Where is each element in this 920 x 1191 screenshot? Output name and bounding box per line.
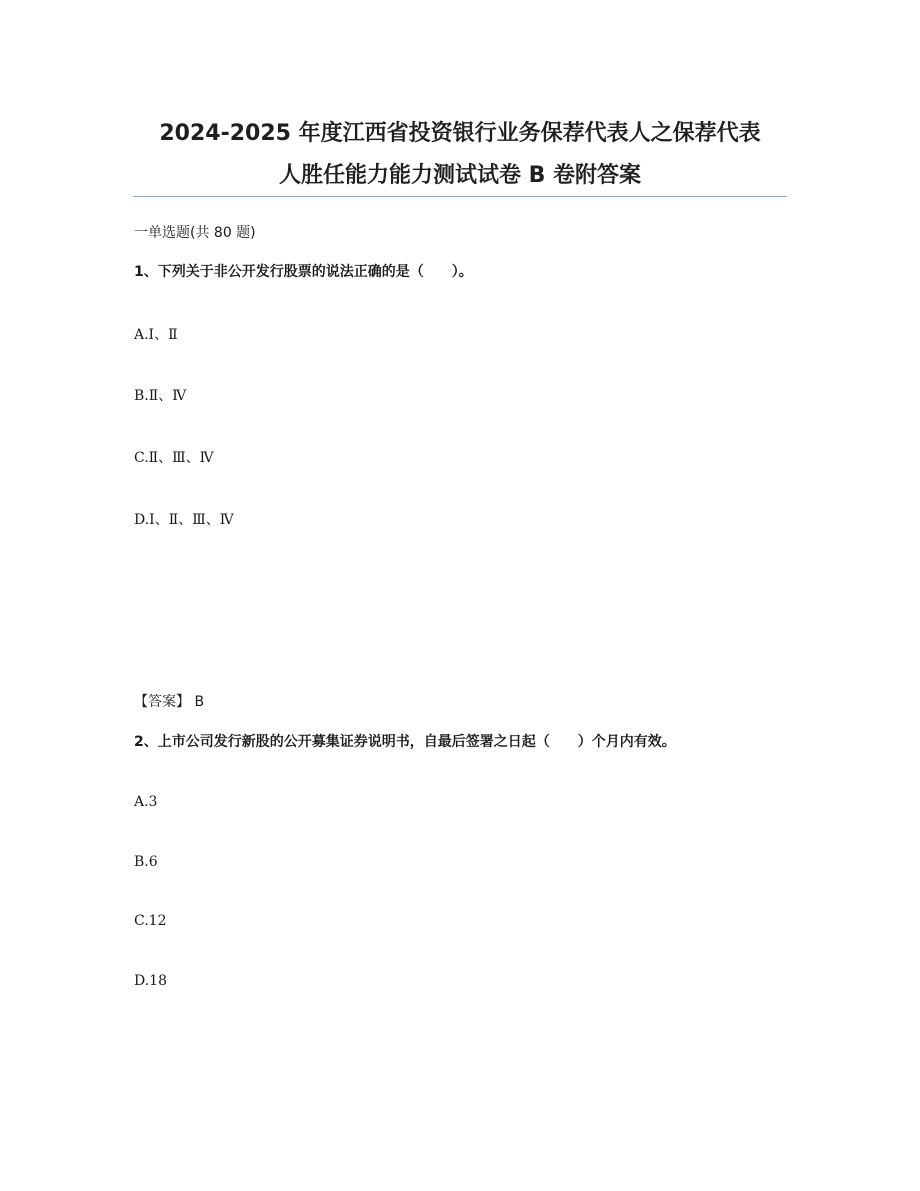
question-1-option-d: D.Ⅰ、Ⅱ、Ⅲ、Ⅳ xyxy=(134,512,234,528)
title-underline xyxy=(133,196,787,197)
question-1-option-c: C.Ⅱ、Ⅲ、Ⅳ xyxy=(134,450,214,466)
question-2-text: 2、上市公司发行新股的公开募集证券说明书，自最后签署之日起（ ）个月内有效。 xyxy=(134,734,676,750)
question-1-answer: 【答案】 B xyxy=(134,694,205,710)
question-2-option-a: A.3 xyxy=(134,794,158,810)
question-1-option-b: B.Ⅱ、Ⅳ xyxy=(134,388,187,404)
question-2-option-c: C.12 xyxy=(134,913,167,929)
question-2-option-d: D.18 xyxy=(134,973,167,989)
question-2-option-b: B.6 xyxy=(134,854,158,870)
question-1-text: 1、下列关于非公开发行股票的说法正确的是（ ）。 xyxy=(134,264,473,280)
section-heading: 一单选题(共 80 题) xyxy=(134,225,256,241)
question-1-option-a: A.Ⅰ、Ⅱ xyxy=(134,327,178,343)
document-title-line-2: 人胜任能力能力测试试卷 B 卷附答案 xyxy=(278,163,642,188)
document-title-line-1: 2024-2025 年度江西省投资银行业务保荐代表人之保荐代表 xyxy=(159,121,761,146)
